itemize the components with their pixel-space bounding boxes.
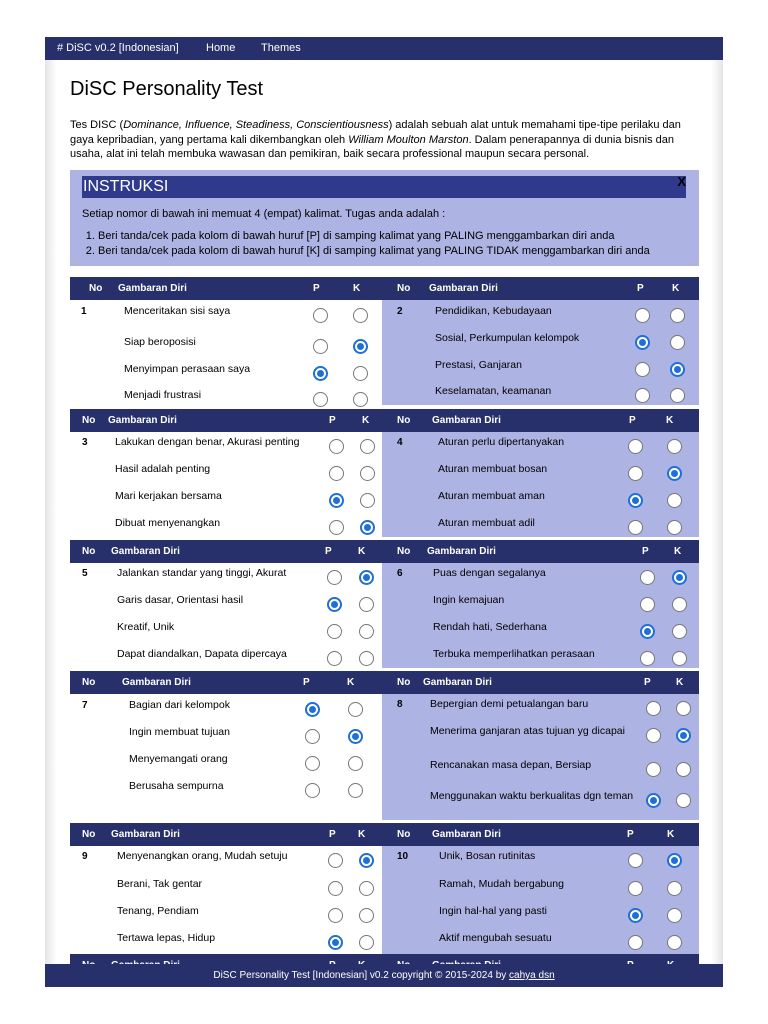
p-radio[interactable] [329,520,344,535]
header-desc: Gambaran Diri [122,677,191,688]
statement-text: Menceritakan sisi saya [124,305,231,317]
question-cell-left [70,563,382,668]
statement-text: Ingin membuat tujuan [129,726,230,738]
k-radio[interactable] [360,493,375,508]
header-k: K [676,677,684,688]
header-k: K [667,829,675,840]
statement-text: Menyimpan perasaan saya [124,363,251,375]
statement-text: Ingin hal-hal yang pasti [439,905,547,917]
header-k: K [362,415,370,426]
p-radio[interactable] [327,651,342,666]
k-radio[interactable] [672,624,687,639]
header-no: No [397,546,411,557]
k-radio[interactable] [359,935,374,950]
header-p: P [629,415,636,426]
k-radio[interactable] [667,493,682,508]
intro-text-1: Tes DISC ( [70,119,124,131]
nav-home-link[interactable]: Home [206,42,236,54]
question-cell-right [382,694,699,820]
question-number: 9 [82,851,88,862]
question-block [70,277,699,405]
header-p: P [329,415,336,426]
statement-text: Aktif mengubah sesuatu [439,932,552,944]
header-desc: Gambaran Diri [111,546,180,557]
p-radio[interactable] [628,493,643,508]
k-radio[interactable] [359,651,374,666]
question-number: 10 [397,851,409,862]
header-k: K [674,546,682,557]
k-radio[interactable] [667,881,682,896]
instructions-list [98,229,650,259]
header-p: P [644,677,651,688]
statement-text: Hasil adalah penting [115,463,211,475]
instructions-panel [70,170,699,266]
instructions-heading [82,176,686,198]
k-radio[interactable] [670,308,685,323]
question-number: 4 [397,437,403,448]
k-radio[interactable] [348,729,363,744]
question-cell-left [70,694,382,820]
p-radio[interactable] [328,881,343,896]
question-block [70,540,699,668]
nav-brand[interactable]: # DiSC v0.2 [Indonesian] [57,42,179,54]
header-desc: Gambaran Diri [432,829,501,840]
statement-text: Terbuka memperlihatkan perasaan [433,648,595,660]
k-radio[interactable] [670,362,685,377]
statement-text: Jalankan standar yang tinggi, Akurat [117,567,287,579]
question-number: 3 [82,437,88,448]
header-p: P [325,546,332,557]
statement-text: Dapat diandalkan, Dapata dipercaya [117,648,287,660]
header-k: K [358,546,366,557]
p-radio[interactable] [327,597,342,612]
statement-text: Bagian dari kelompok [129,699,230,711]
k-radio[interactable] [359,624,374,639]
header-p: P [313,283,320,294]
header-desc: Gambaran Diri [429,283,498,294]
header-desc: Gambaran Diri [423,677,492,688]
header-desc: Gambaran Diri [108,415,177,426]
page-title: DiSC Personality Test [70,78,264,100]
question-block [70,671,699,820]
header-no: No [82,415,96,426]
header-p: P [303,677,310,688]
instructions-heading-text: INSTRUKSI [83,178,169,195]
p-radio[interactable] [628,881,643,896]
statement-text: Kreatif, Unik [117,621,175,633]
question-cell-left [70,432,382,537]
statement-text: Bepergian demi petualangan baru [430,698,589,710]
header-no: No [397,677,411,688]
header-p: P [329,829,336,840]
p-radio[interactable] [628,908,643,923]
nav-themes-link[interactable]: Themes [261,42,301,54]
k-radio[interactable] [667,520,682,535]
k-radio[interactable] [667,908,682,923]
header-no: No [397,829,411,840]
header-no: No [89,283,103,294]
intro-paragraph [70,118,702,162]
p-radio[interactable] [646,762,661,777]
statement-text: Ramah, Mudah bergabung [439,878,564,890]
header-no: No [82,677,96,688]
statement-text: Pendidikan, Kebudayaan [435,305,552,317]
header-desc: Gambaran Diri [427,546,496,557]
statement-text: Prestasi, Ganjaran [435,359,522,371]
statement-text: Puas dengan segalanya [433,567,546,579]
top-navbar [45,37,723,60]
statement-text: Sosial, Perkumpulan kelompok [435,332,580,344]
k-radio[interactable] [353,366,368,381]
header-k: K [672,283,680,294]
p-radio[interactable] [313,366,328,381]
question-cell-right [382,432,699,537]
k-radio[interactable] [667,853,682,868]
p-radio[interactable] [328,908,343,923]
table-header [70,671,699,694]
footer [45,964,723,987]
k-radio[interactable] [348,756,363,771]
p-radio[interactable] [646,728,661,743]
table-header [70,823,699,846]
statement-text: Menggunakan waktu berkualitas dgn teman [430,790,634,802]
instructions-text: Setiap nomor di bawah ini memuat 4 (empat) kalimat. Tugas anda adalah : [82,208,446,220]
question-number: 6 [397,568,403,579]
p-radio[interactable] [313,308,328,323]
header-k: K [353,283,361,294]
k-radio[interactable] [359,570,374,585]
p-radio[interactable] [328,935,343,950]
question-number: 5 [82,568,88,579]
p-radio[interactable] [635,335,650,350]
question-number: 2 [397,306,403,317]
statement-text: Rencanakan masa depan, Bersiap [430,759,592,771]
footer-author-link[interactable]: cahya dsn [509,970,555,981]
header-no: No [397,415,411,426]
header-k: K [358,829,366,840]
k-radio[interactable] [353,392,368,407]
p-radio[interactable] [635,362,650,377]
statement-text: Tenang, Pendiam [117,905,199,917]
p-radio[interactable] [313,392,328,407]
statement-text: Keselamatan, keamanan [435,385,552,397]
statement-text: Siap beroposisi [124,336,196,348]
header-no: No [397,283,411,294]
k-radio[interactable] [348,702,363,717]
header-p: P [627,829,634,840]
k-radio[interactable] [676,762,691,777]
p-radio[interactable] [329,466,344,481]
k-radio[interactable] [353,308,368,323]
k-radio[interactable] [670,335,685,350]
p-radio[interactable] [328,853,343,868]
intro-text-2: ) adalah sebuah alat untuk memahami tipe-tipe perilaku dan gaya kepribadian, yang pertama kali dikembangkan oleh [70,119,681,146]
k-radio[interactable] [348,783,363,798]
statement-text: Aturan membuat adil [438,517,535,529]
statement-text: Tertawa lepas, Hidup [117,932,216,944]
k-radio[interactable] [359,881,374,896]
header-p: P [642,546,649,557]
container-shadow-left [45,60,57,964]
p-radio[interactable] [628,520,643,535]
header-no: No [82,546,96,557]
table-header [70,277,699,300]
p-radio[interactable] [313,339,328,354]
p-radio[interactable] [327,570,342,585]
k-radio[interactable] [360,520,375,535]
question-cell-right [382,563,699,668]
intro-text-3: . Dalam penerapannya di dunia bisnis dan usaha, alat ini telah membuka wawasan dan pemikiran, baik secara professional maupun secara personal. [70,133,675,160]
header-desc: Gambaran Diri [111,829,180,840]
header-desc: Gambaran Diri [118,283,187,294]
intro-author: William Moulton Marston [348,133,469,146]
statement-text: Rendah hati, Sederhana [433,621,547,633]
p-radio[interactable] [327,624,342,639]
p-radio[interactable] [646,701,661,716]
statement-text: Aturan perlu dipertanyakan [438,436,565,448]
question-number: 7 [82,700,88,711]
statement-text: Dibuat menyenangkan [115,517,221,529]
k-radio[interactable] [676,701,691,716]
header-k: K [666,415,674,426]
p-radio[interactable] [640,570,655,585]
statement-text: Aturan membuat bosan [438,463,548,475]
question-number: 8 [397,699,403,710]
question-cell-right [382,846,699,961]
k-radio[interactable] [353,339,368,354]
p-radio[interactable] [329,439,344,454]
k-radio[interactable] [360,466,375,481]
p-radio[interactable] [305,729,320,744]
statement-text: Mari kerjakan bersama [115,490,222,502]
p-radio[interactable] [628,853,643,868]
intro-disc-terms: Dominance, Influence, Steadiness, Conscientiousness [123,119,389,131]
statement-text: Garis dasar, Orientasi hasil [117,594,244,606]
header-p: P [637,283,644,294]
statement-text: Ingin kemajuan [433,594,505,606]
k-radio[interactable] [672,597,687,612]
p-radio[interactable] [305,702,320,717]
k-radio[interactable] [667,439,682,454]
p-radio[interactable] [640,624,655,639]
k-radio[interactable] [672,651,687,666]
k-radio[interactable] [667,935,682,950]
statement-text: Menerima ganjaran atas tujuan yg dicapai [430,725,625,737]
statement-text: Menyemangati orang [129,753,228,765]
k-radio[interactable] [359,908,374,923]
instruction-item: 1. Beri tanda/cek pada kolom di bawah huruf [P] di samping kalimat yang PALING menggambarkan diri anda [98,229,650,244]
container-shadow-right [711,60,723,964]
k-radio[interactable] [359,853,374,868]
statement-text: Unik, Bosan rutinitas [439,850,536,862]
statement-text: Lakukan dengan benar, Akurasi penting [115,436,300,448]
p-radio[interactable] [640,651,655,666]
close-icon[interactable]: X [677,174,686,189]
k-radio[interactable] [676,728,691,743]
question-number: 1 [81,306,87,317]
k-radio[interactable] [667,466,682,481]
p-radio[interactable] [640,597,655,612]
table-header [70,540,699,563]
p-radio[interactable] [635,388,650,403]
statement-text: Berani, Tak gentar [117,878,203,890]
question-block [70,823,699,961]
p-radio[interactable] [635,308,650,323]
header-no: No [82,829,96,840]
statement-text: Aturan membuat aman [438,490,545,502]
p-radio[interactable] [628,466,643,481]
k-radio[interactable] [672,570,687,585]
k-radio[interactable] [676,793,691,808]
p-radio[interactable] [646,793,661,808]
statement-text: Menjadi frustrasi [124,389,202,401]
p-radio[interactable] [628,935,643,950]
header-desc: Gambaran Diri [432,415,501,426]
question-cell-left [70,846,382,961]
k-radio[interactable] [670,388,685,403]
p-radio[interactable] [628,439,643,454]
table-header [70,409,699,432]
p-radio[interactable] [305,756,320,771]
question-block [70,409,699,537]
statement-text: Berusaha sempurna [129,780,224,792]
k-radio[interactable] [359,597,374,612]
question-cell-left [70,300,382,405]
statement-text: Menyenangkan orang, Mudah setuju [117,850,288,862]
k-radio[interactable] [360,439,375,454]
instruction-item: 2. Beri tanda/cek pada kolom di bawah huruf [K] di samping kalimat yang PALING TIDAK menggambarkan diri anda [98,244,650,259]
p-radio[interactable] [305,783,320,798]
header-k: K [347,677,355,688]
footer-text: DiSC Personality Test [Indonesian] v0.2 copyright © 2015-2024 by [213,970,510,981]
question-cell-right [382,300,699,405]
p-radio[interactable] [329,493,344,508]
